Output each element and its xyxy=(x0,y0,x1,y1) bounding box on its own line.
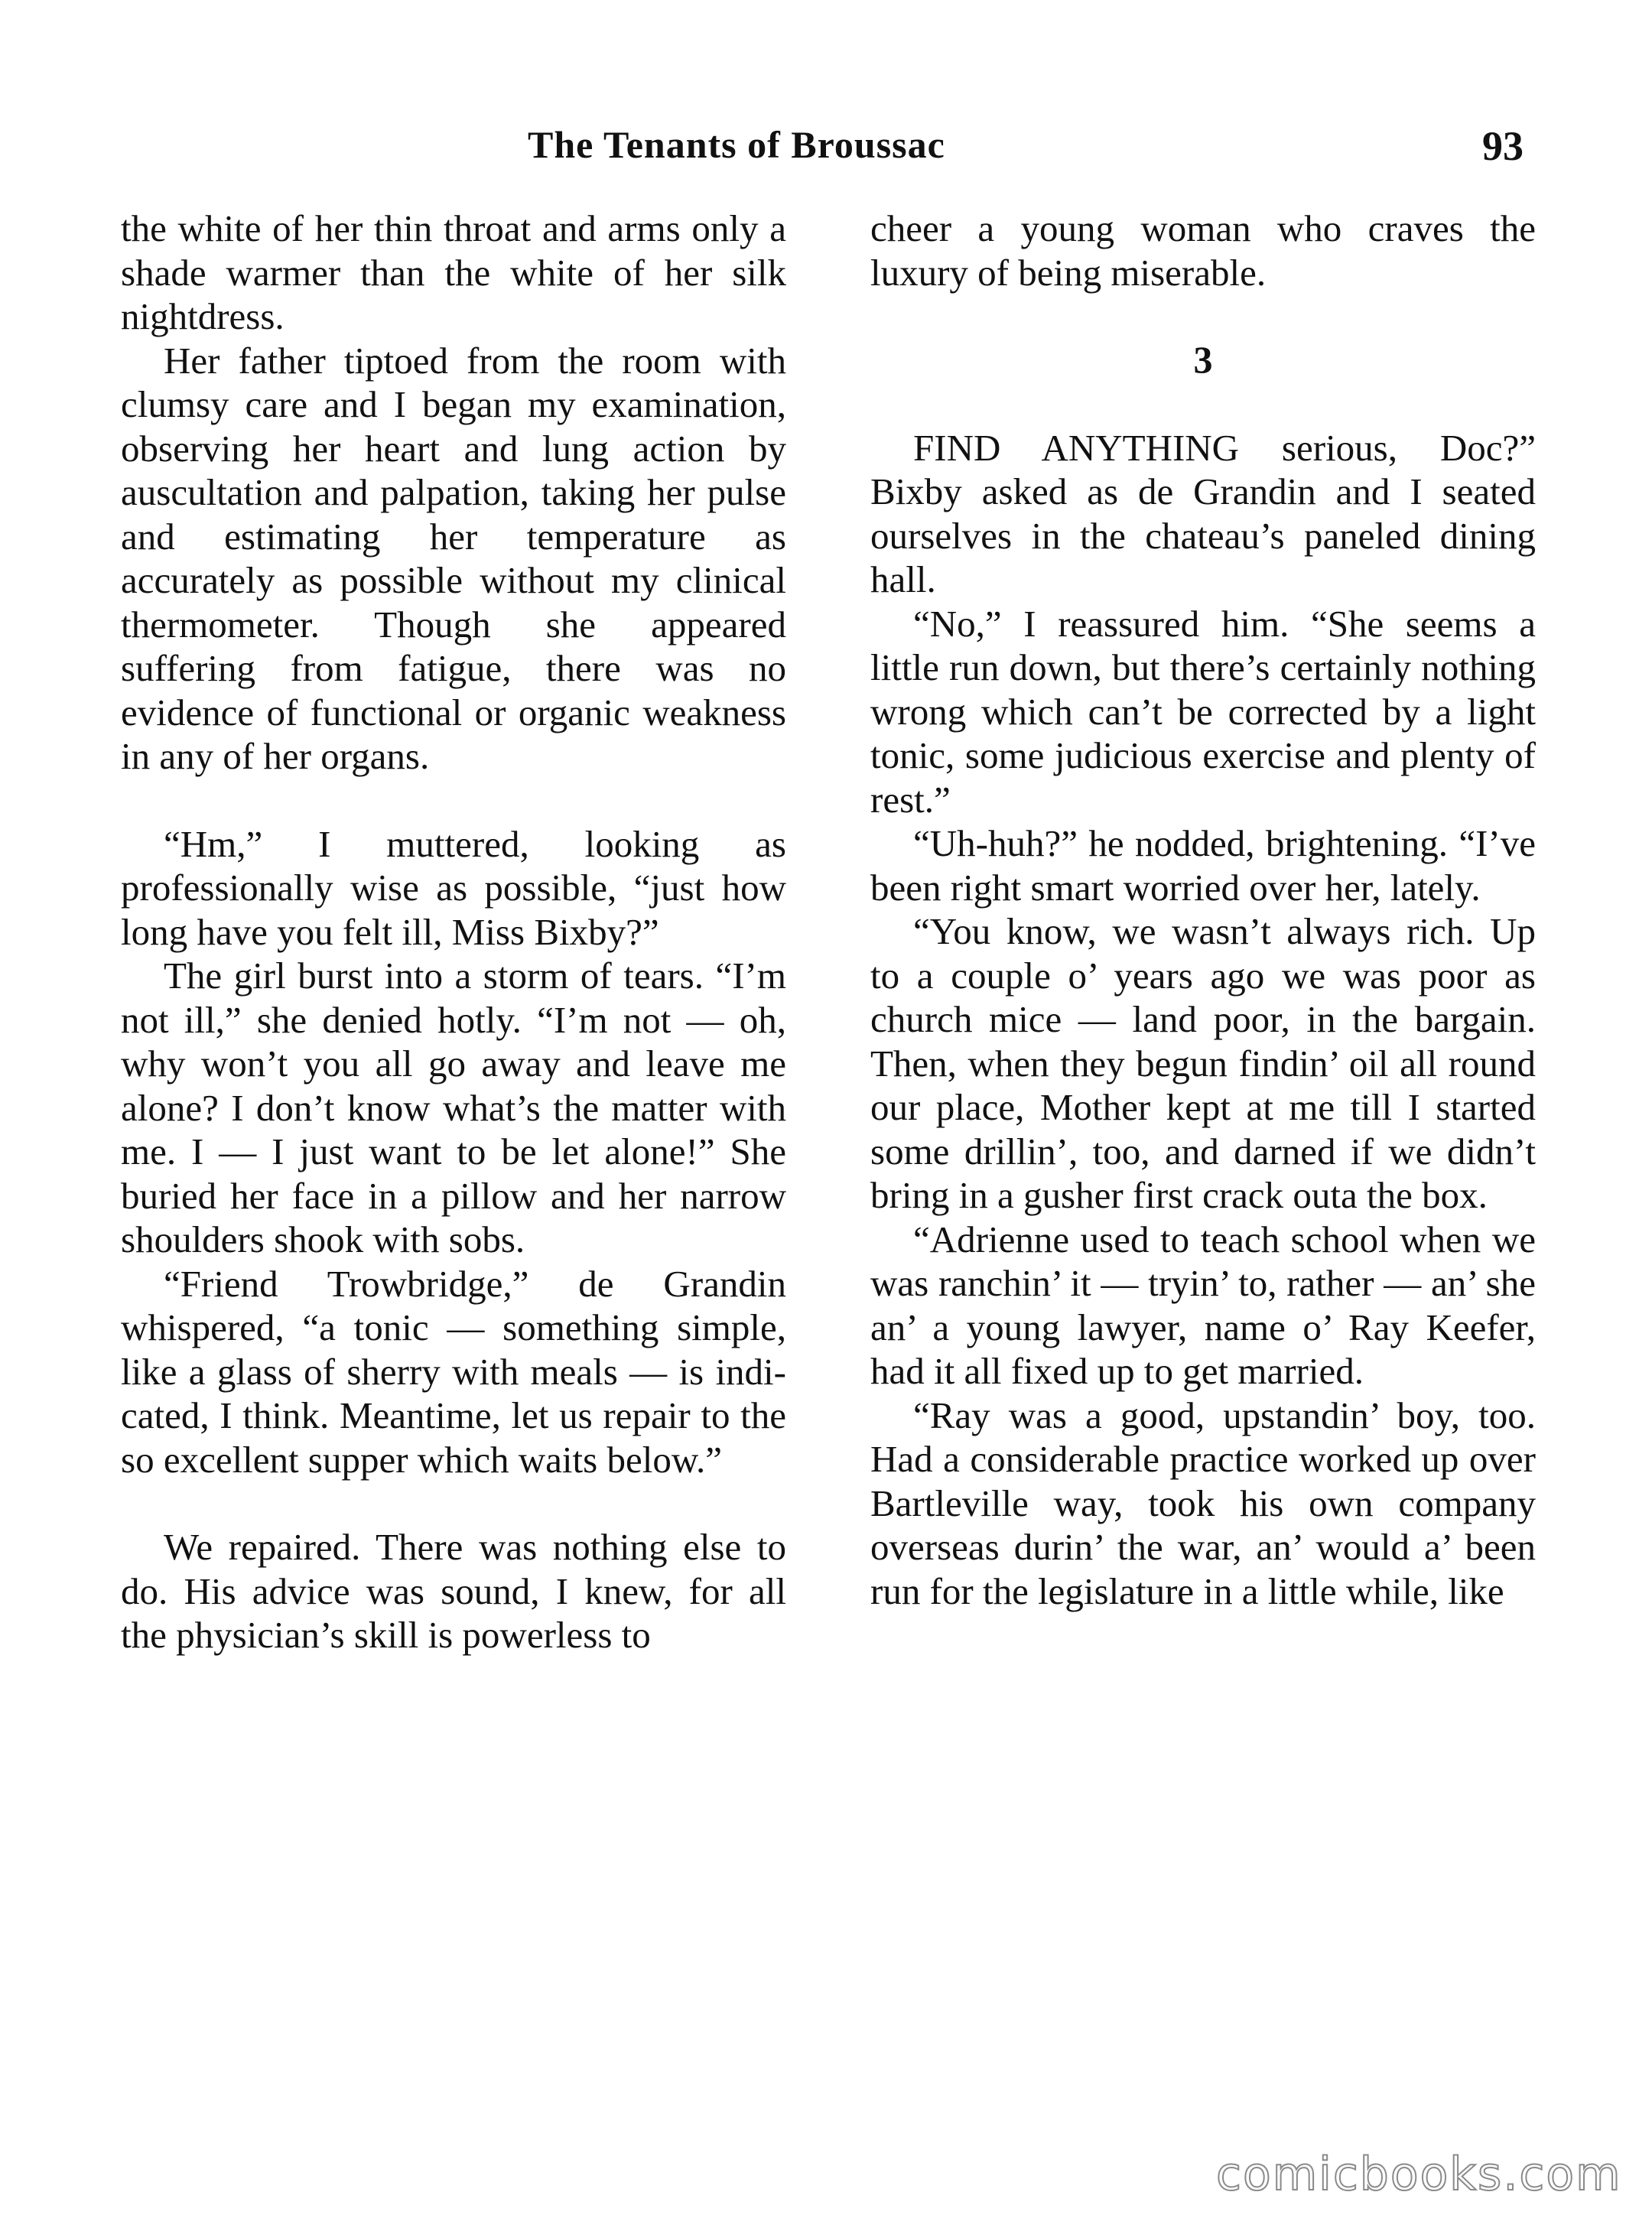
paragraph: We repaired. There was nothing else to do. His advice was sound, I knew, for all the physician’s skill is powerless to xyxy=(121,1526,786,1656)
paragraph: “Uh-huh?” he nodded, brightening. “I’ve been right smart worried over her, lately. xyxy=(870,822,1536,909)
paragraph: “Ray was a good, upstandin’ boy, too. Had a considerable practice worked up over Bartleville way, took his own company overseas durin’ the war, an’ would a’ been run for the legislature in a little while, like xyxy=(870,1394,1536,1612)
paragraph: the white of her thin throat and arms only a shade warmer than the white of her silk nightdress. xyxy=(121,207,786,337)
paragraph: “Friend Trowbridge,” de Grandin whispered, “a tonic — something simple, like a glass of sherry with meals — is indicated, I think. Meantime, let us repair to the so excellent supper which waits below.” xyxy=(121,1262,786,1481)
section-number: 3 xyxy=(1193,338,1213,381)
paragraph: “You know, we wasn’t always rich. Up to a couple o’ years ago we was poor as church mice — land poor, in the bargain. Then, when they begun findin’ oil all round our place, Mother kept at me till I started some drillin’, too, and darned if we didn’t bring in a gusher first crack outa the box. xyxy=(870,910,1536,1216)
paragraph: FIND ANYTHING serious, Doc?” Bixby asked as de Grandin and I seated ourselves in the chateau’s paneled dining hall. xyxy=(870,426,1536,600)
paragraph: “Hm,” I muttered, looking as professionally wise as possible, “just how long have you felt ill, Miss Bixby?” xyxy=(121,822,786,953)
paragraph-gap xyxy=(870,382,1536,426)
paragraph: Her father tiptoed from the room with clumsy care and I began my examination, observing her heart and lung action by auscultation and palpation, taking her pulse and estimating her temperature as accurately as possible without my clinical thermometer. Though she appeared suffering from fatigue, there was no evidence of functional or organic weakness in any of her organs. xyxy=(121,339,786,777)
paragraph-gap xyxy=(870,294,1536,338)
paragraph: “No,” I reassured him. “She seems a little run down, but there’s certainly nothing wrong which can’t be corrected by a light tonic, some judicious exercise and plenty of rest.” xyxy=(870,602,1536,821)
left-column xyxy=(121,207,786,1657)
watermark: comicbooks.com xyxy=(1216,2148,1622,2201)
paragraph: The girl burst into a storm of tears. “I’m not ill,” she denied hotly. “I’m not — oh, why won’t you all go away and leave me alone? I don’t know what’s the matter with me. I — I just want to be let alone!” She buried her face in a pillow and her narrow shoulders shook with sobs. xyxy=(121,955,786,1260)
paragraph: cheer a young woman who craves the luxury of being miserable. xyxy=(870,207,1536,294)
right-column xyxy=(870,207,1536,1613)
page-number: 93 xyxy=(1482,123,1524,169)
paragraph-gap xyxy=(121,779,786,822)
paragraph: “Adrienne used to teach school when we was ranchin’ it — tryin’ to, rather — an’ she an’ a young lawyer, name o’ Ray Keefer, had it all fixed up to get married. xyxy=(870,1218,1536,1392)
running-header-title: The Tenants of Broussac xyxy=(528,123,945,166)
paragraph-gap xyxy=(121,1481,786,1525)
